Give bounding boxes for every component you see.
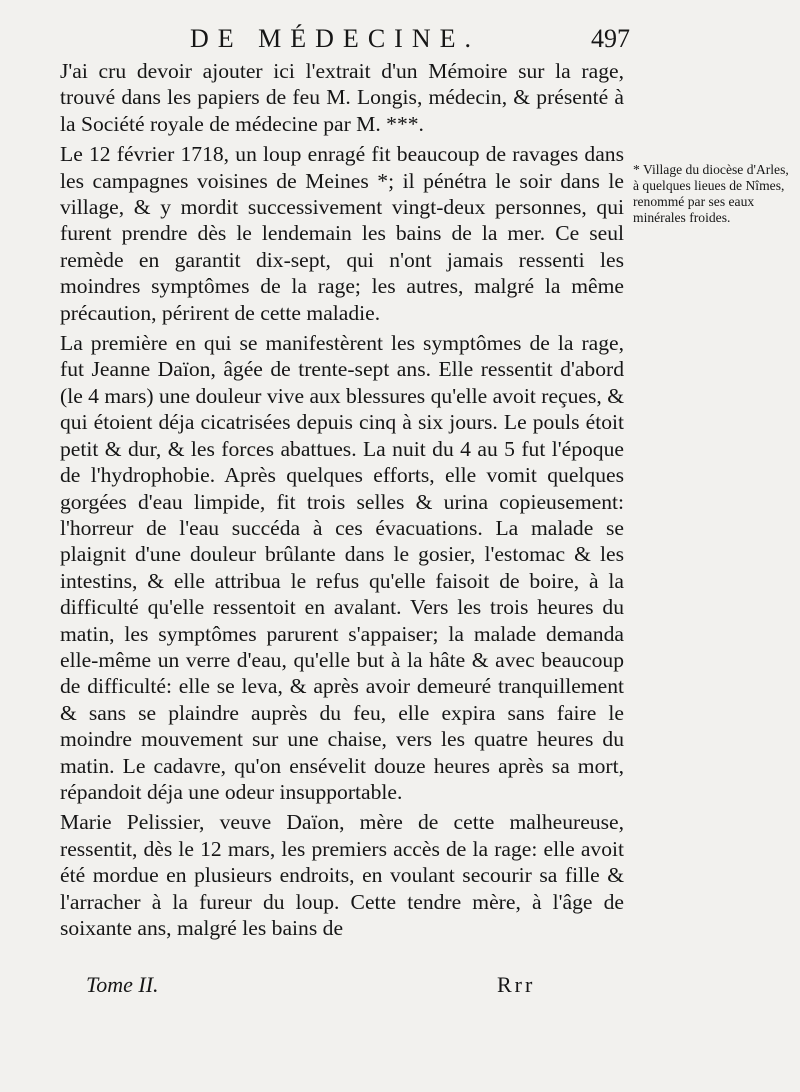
- signature-mark: Rrr: [497, 972, 536, 997]
- margin-note: * Village du diocèse d'Arles, à quelques lieues de Nîmes, renommé par ses eaux minérales froides.: [633, 162, 789, 225]
- volume-label: Tome II.: [86, 972, 159, 997]
- page-number: 497: [591, 24, 630, 53]
- running-title: DE MÉDECINE.: [190, 24, 480, 53]
- paragraph-intro: J'ai cru devoir ajouter ici l'extrait d'un Mémoire sur la rage, trouvé dans les papiers de feu M. Longis, médecin, & présenté à la Société royale de médecine par M. ***.: [60, 59, 624, 136]
- paragraph-marie-pelissier: Marie Pelissier, veuve Daïon, mère de cette malheureuse, ressentit, dès le 12 mars, les premiers accès de la rage: elle avoit été mordue en plusieurs endroits, en voulant secourir sa fille & l'arracher à la fureur du loup. Cette tendre mère, à l'âge de soixante ans, malgré les bains de: [60, 810, 624, 940]
- main-text: [60, 58, 624, 941]
- paragraph-wolf-attack: Le 12 février 1718, un loup enragé fit beaucoup de ravages dans les campagnes voisines de Meines *; il pénétra le soir dans le village, & y mordit successivement vingt-deux personnes, qui furent prendre dès le lendemain les bains de la mer. Ce seul remède en garantit dix-sept, qui n'ont jamais ressenti les moindres symptômes de la rage; les autres, malgré la même précaution, périrent de cette maladie.: [60, 142, 624, 325]
- running-head: [60, 22, 630, 56]
- paragraph-jeanne-daion: La première en qui se manifestèrent les symptômes de la rage, fut Jeanne Daïon, âgée de trente-sept ans. Elle ressentit d'abord (le 4 mars) une douleur vive aux blessures qu'elle avoit reçues, & qui étoient déja cicatrisées depuis cinq à six jours. Le pouls étoit petit & dur, & les forces abattues. La nuit du 4 au 5 fut l'époque de l'hydrophobie. Après quelques efforts, elle vomit quelques gorgées d'eau limpide, fit trois selles & urina copieusement: l'horreur de l'eau succéda à ces évacuations. La malade se plaignit d'une douleur brûlante dans le gosier, l'estomac & les intestins, & elle attribua le refus qu'elle faisoit de boire, à la difficulté qu'elle ressentoit en avalant. Vers les trois heures du matin, les symptômes parurent s'appaiser; la malade demanda elle-même un verre d'eau, qu'elle but à la hâte & avec beaucoup de difficulté: elle se leva, & après avoir demeuré tranquillement & sans se plaindre auprès du feu, elle expira sans faire le moindre mouvement sur une chaise, vers les quatre heures du matin. Le cadavre, qu'on ensévelit douze heures après sa mort, répandoit déja une odeur insupportable.: [60, 331, 624, 804]
